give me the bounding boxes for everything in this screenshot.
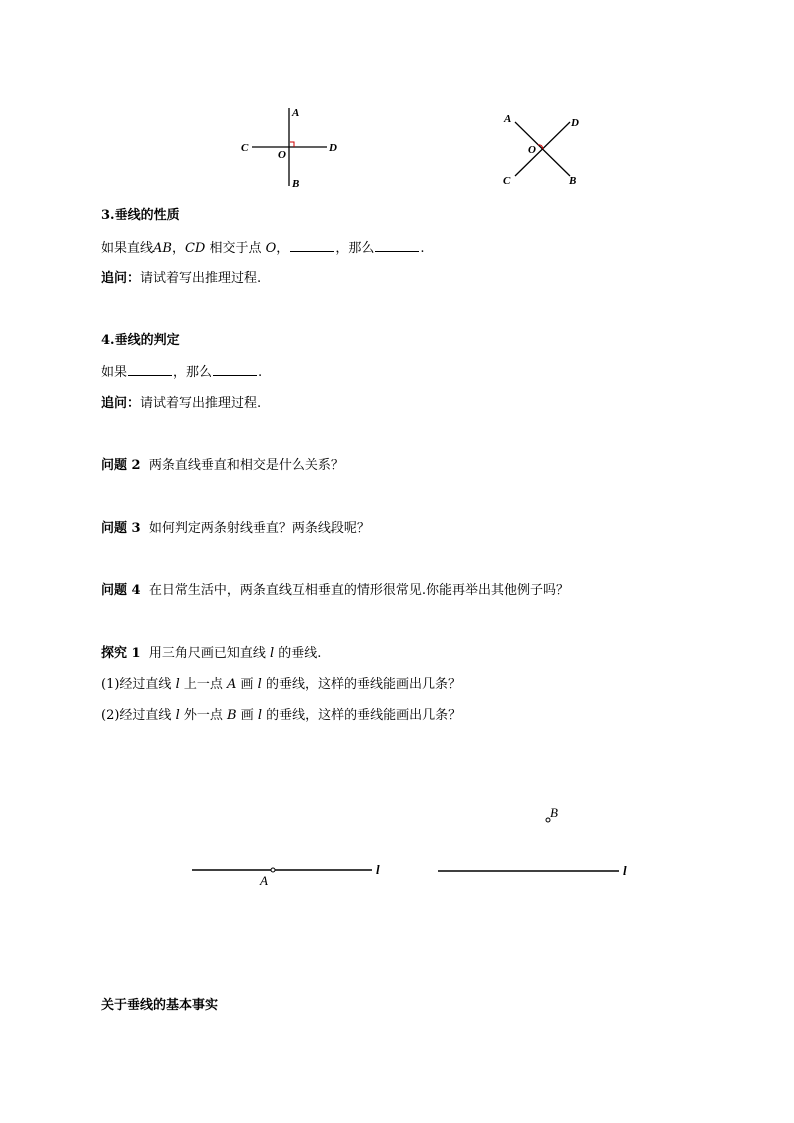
section-4-follow-up: 追问：请试着写出推理过程.: [101, 396, 262, 411]
intersecting-figure: [497, 108, 592, 190]
section-3-heading: 3.垂线的性质: [101, 208, 180, 223]
answer-blank[interactable]: [213, 364, 257, 376]
label-d: D: [571, 117, 579, 129]
section-3-follow-up: 追问：请试着写出推理过程.: [101, 271, 262, 286]
answer-blank[interactable]: [375, 240, 419, 252]
explore-1-part-2: (2)经过直线 l 外一点 B 画 l 的垂线，这样的垂线能画出几条？: [101, 708, 462, 723]
explore-1-part-1: (1)经过直线 l 上一点 A 画 l 的垂线，这样的垂线能画出几条？: [101, 677, 461, 692]
label-o: O: [278, 149, 286, 161]
basic-facts-heading: 关于垂线的基本事实: [101, 998, 219, 1013]
label-c: C: [503, 175, 511, 187]
question-3: 问题 3 如何判定两条射线垂直？两条线段呢？: [101, 521, 370, 536]
label-b: B: [292, 178, 300, 190]
label-b: B: [569, 175, 577, 187]
section-4-statement: 如果 ，那么 .: [101, 365, 263, 380]
perpendicular-figure: [235, 104, 350, 192]
question-2: 问题 2 两条直线垂直和相交是什么关系？: [101, 458, 344, 473]
question-4: 问题 4 在日常生活中，两条直线互相垂直的情形很常见.你能再举出其他例子吗？: [101, 583, 569, 598]
label-l: l: [376, 862, 380, 877]
line-with-point-a-figure: [185, 855, 395, 890]
explore-1: 探究 1 用三角尺画已知直线 l 的垂线.: [101, 646, 322, 661]
answer-blank[interactable]: [128, 364, 172, 376]
label-o: O: [528, 144, 536, 156]
label-a: A: [260, 873, 268, 888]
label-a: A: [292, 107, 300, 119]
section-3-statement: 如果直线AB，CD 相交于点 O， ，那么 .: [101, 241, 425, 256]
right-angle-mark: [290, 142, 294, 147]
label-d: D: [329, 142, 337, 154]
line-with-point-b-figure: [432, 800, 642, 885]
label-c: C: [241, 142, 249, 154]
point-a: [271, 868, 275, 872]
section-4-heading: 4.垂线的判定: [101, 333, 180, 348]
label-l: l: [623, 863, 627, 878]
label-a: A: [504, 113, 512, 125]
answer-blank[interactable]: [290, 240, 334, 252]
label-b: B: [550, 805, 558, 820]
